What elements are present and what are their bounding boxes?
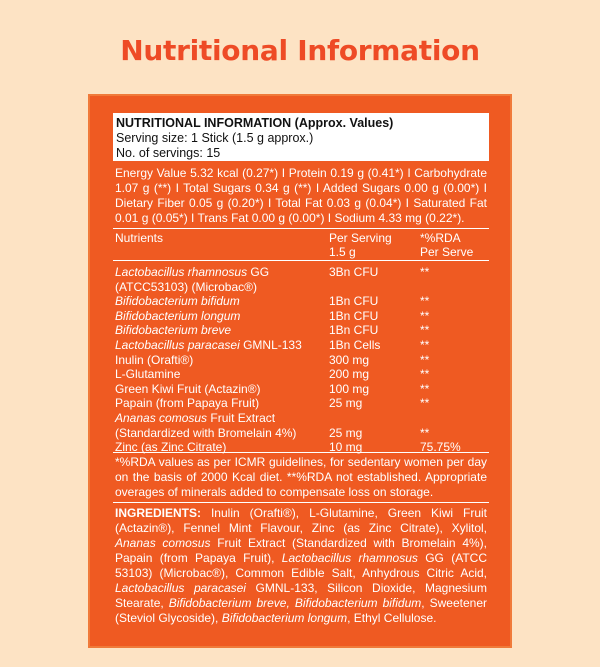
nutrient-name: Zinc (as Zinc Citrate): [115, 440, 227, 455]
nutrient-name-rest: GG: [247, 265, 270, 279]
nutrient-amount: 1Bn CFU: [329, 308, 379, 323]
ingredients-italic: Ananas comosus: [115, 536, 211, 550]
nutrient-amount: 25 mg: [329, 425, 363, 440]
table-row: [115, 382, 489, 396]
table-row: [115, 426, 489, 440]
nutrient-name: [115, 309, 240, 323]
nutrient-name-italic: Bifidobacterium bifidum: [115, 294, 240, 309]
col-per-serving-unit: 1.5 g: [329, 245, 356, 259]
nutrient-amount: 1Bn CFU: [329, 323, 379, 338]
divider: [113, 452, 489, 453]
footnote: *%RDA values as per ICMR guidelines, for sedentary women per day on the basis of 2000 Kcal diet. **%RDA not established. Appropriate overages of minerals added to compensate loss on storage.: [115, 455, 487, 499]
ingredients-italic: Lactobacillus paracasei: [115, 581, 246, 595]
col-per-serving-label: Per Serving: [329, 231, 392, 245]
nutrient-rda: **: [420, 265, 430, 279]
table-row: [115, 309, 489, 323]
ingredients-part: Fruit Extract (Standardized with Bromelain 4%), Papain (from Papaya Fruit),: [115, 536, 487, 565]
servings-count: No. of servings: 15: [116, 146, 221, 160]
nutrient-rda: **: [420, 396, 430, 411]
col-nutrients: Nutrients: [115, 231, 164, 245]
nutrient-name: Green Kiwi Fruit (Actazin®): [115, 381, 261, 396]
nutrient-name: Papain (from Papaya Fruit): [115, 396, 260, 411]
divider: [113, 228, 489, 229]
table-row: [115, 367, 489, 381]
table-row: [115, 280, 489, 294]
header-title: NUTRITIONAL INFORMATION (Approx. Values): [116, 116, 394, 130]
nutrient-rda: 75.75%: [420, 440, 461, 455]
nutrient-name: Inulin (Orafti®): [115, 352, 194, 367]
nutrient-amount: 1Bn CFU: [329, 294, 379, 309]
energy-values: Energy Value 5.32 kcal (0.27*) I Protein 0.19 g (0.41*) I Carbohydrate 1.07 g (**) I Total Sugars 0.34 g (**) I Added Sugars 0.00 g (0.00*) I Dietary Fiber 0.05 g (0.20*) I Total Fat 0.03 g (0.04*) I Saturated Fat 0.01 g (0.05*) I Trans Fat 0.00 g (0.00*) I Sodium 4.33 mg (0.22*).: [115, 166, 487, 225]
nutrient-rda: **: [420, 294, 430, 309]
nutrient-name-italic: Bifidobacterium longum: [115, 308, 241, 323]
nutrition-header: [113, 113, 489, 161]
table-row: [115, 265, 489, 279]
ingredients-text: [113, 506, 489, 626]
nutrient-name-rest: Fruit Extract: [207, 411, 276, 425]
nutrient-rda: **: [420, 323, 430, 338]
col-rda-sub: Per Serve: [420, 245, 474, 259]
ingredients-label: INGREDIENTS:: [115, 506, 202, 520]
nutrient-rda: **: [420, 338, 430, 352]
page-title: Nutritional Information: [120, 34, 480, 67]
ingredients-italic: Bifidobacterium breve, Bifidobacterium bifidum: [168, 596, 422, 610]
table-row: [115, 294, 489, 308]
nutrient-name-italic: Lactobacillus paracasei: [115, 338, 240, 352]
nutrient-amount: 25 mg: [329, 396, 363, 411]
table-row: [115, 353, 489, 367]
nutrient-amount: 200 mg: [329, 367, 370, 382]
nutrient-rda: **: [420, 308, 430, 323]
nutrient-amount: 3Bn CFU: [329, 265, 379, 279]
ingredients-part: GMNL-133, Silicon Dioxide, Magnesium Stearate,: [115, 581, 487, 610]
nutrient-name: (ATCC53103) (Microbac®): [115, 279, 257, 294]
table-row: [115, 411, 489, 425]
nutrient-name: [115, 411, 275, 425]
nutrient-name: L-Glutamine: [115, 367, 181, 382]
ingredients-part: GG (ATCC 53103) (Microbac®), Common Edible Salt, Anhydrous Citric Acid,: [115, 551, 488, 580]
nutrient-rda: **: [420, 352, 430, 367]
nutrient-rda: **: [420, 381, 430, 396]
nutrient-name: [115, 294, 240, 308]
nutrient-name: [115, 338, 302, 352]
ingredients-italic: Bifidobacterium longum: [221, 611, 348, 625]
nutrient-amount: 1Bn Cells: [329, 338, 381, 352]
ingredients-part: , Sweetener (Steviol Glycoside),: [115, 596, 487, 625]
nutrient-rda: **: [420, 425, 430, 440]
nutrient-name-italic: Bifidobacterium breve: [115, 323, 232, 338]
nutrient-amount: 10 mg: [329, 440, 363, 455]
divider: [113, 260, 489, 261]
col-per-serving: [329, 231, 392, 259]
col-rda: [420, 231, 473, 259]
ingredients-part: , Ethyl Cellulose.: [347, 611, 437, 625]
nutrient-name-italic: Lactobacillus rhamnosus: [115, 265, 248, 279]
nutrient-name: [115, 323, 231, 337]
nutrient-name-rest: GMNL-133: [239, 338, 302, 352]
nutrient-amount: 100 mg: [329, 381, 370, 396]
nutrient-name: [115, 265, 269, 279]
table-row: [115, 323, 489, 337]
table-row: [115, 338, 489, 352]
col-rda-label: *%RDA: [420, 231, 461, 245]
divider: [113, 502, 489, 503]
table-row: [115, 396, 489, 410]
nutrient-name: (Standardized with Bromelain 4%): [115, 425, 297, 440]
ingredients-part: Inulin (Orafti®), L-Glutamine, Green Kiwi Fruit (Actazin®), Fennel Mint Flavour, Zinc (as Zinc Citrate), Xylitol,: [115, 506, 487, 535]
nutrient-name-italic: Ananas comosus: [115, 411, 208, 425]
nutrient-rda: **: [420, 367, 430, 382]
serving-size: Serving size: 1 Stick (1.5 g approx.): [116, 131, 314, 145]
nutrient-amount: 300 mg: [329, 352, 370, 367]
ingredients-italic: Lactobacillus rhamnosus: [281, 551, 418, 565]
